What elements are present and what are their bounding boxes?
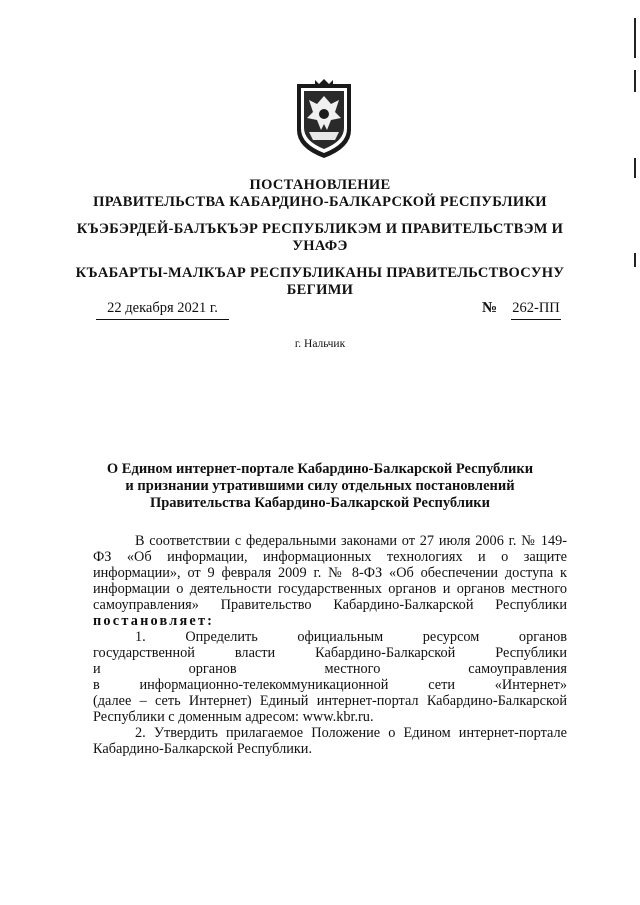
item1-line4: в информационно-телекоммуникационной сети «Интернет» <box>93 677 567 693</box>
city: г. Нальчик <box>294 338 346 350</box>
decree-date: 22 декабря 2021 г. <box>96 300 229 320</box>
document-title-line3: Правительства Кабардино-Балкарской Республики <box>149 495 491 511</box>
kabardian-heading-line2: УНАФЭ <box>292 238 348 254</box>
coat-of-arms-emblem <box>293 78 355 160</box>
scan-edge-mark <box>634 253 636 267</box>
doc-type-heading: ПОСТАНОВЛЕНИЕ <box>249 177 391 193</box>
item1-tail: (далее – сеть Интернет) Единый интернет-портал Кабардино-Балкарской Республики с доменным адресом: www.kbr.ru. <box>93 693 567 725</box>
preamble-paragraph <box>93 533 567 629</box>
number-label: № <box>482 300 498 316</box>
item2-paragraph: 2. Утвердить прилагаемое Положение о Едином интернет-портале Кабардино-Балкарской Республики. <box>93 725 567 757</box>
scan-edge-mark <box>634 70 636 92</box>
item1-line3: и органов местного самоуправления <box>93 661 567 677</box>
government-name: ПРАВИТЕЛЬСТВА КАБАРДИНО-БАЛКАРСКОЙ РЕСПУБЛИКИ <box>93 194 547 210</box>
scan-edge-mark <box>634 18 636 58</box>
document-body <box>93 533 567 757</box>
scan-edge-mark <box>634 158 636 178</box>
balkar-heading-line2: БЕГИМИ <box>286 282 354 298</box>
item1-line1: 1. Определить официальным ресурсом органов <box>135 629 567 645</box>
balkar-heading-line1: КЪАБАРТЫ-МАЛКЪАР РЕСПУБЛИКАНЫ ПРАВИТЕЛЬСТВОСУНУ <box>75 265 565 281</box>
decree-number: 262-ПП <box>511 300 561 320</box>
preamble-text: В соответствии с федеральными законами от 27 июля 2006 г. № 149-ФЗ «Об информации, информационных технологиях и о защите информации», от 9 февраля 2009 г. № 8-ФЗ «Об обеспечении доступа к информации о деятельности государственных органов и органов местного самоуправления» Правительство Кабардино-Балкарской Республики <box>93 533 567 613</box>
document-title-line2: и признании утратившими силу отдельных постановлений <box>125 478 515 494</box>
document-title-line1: О Едином интернет-портале Кабардино-Балкарской Республики <box>106 461 534 477</box>
decree-word: постановляет: <box>93 613 215 629</box>
item1-line2: государственной власти Кабардино-Балкарской Республики <box>93 645 567 661</box>
kabardian-heading-line1: КЪЭБЭРДЕЙ-БАЛЪКЪЭР РЕСПУБЛИКЭМ И ПРАВИТЕЛЬСТВЭМ И <box>76 221 564 237</box>
